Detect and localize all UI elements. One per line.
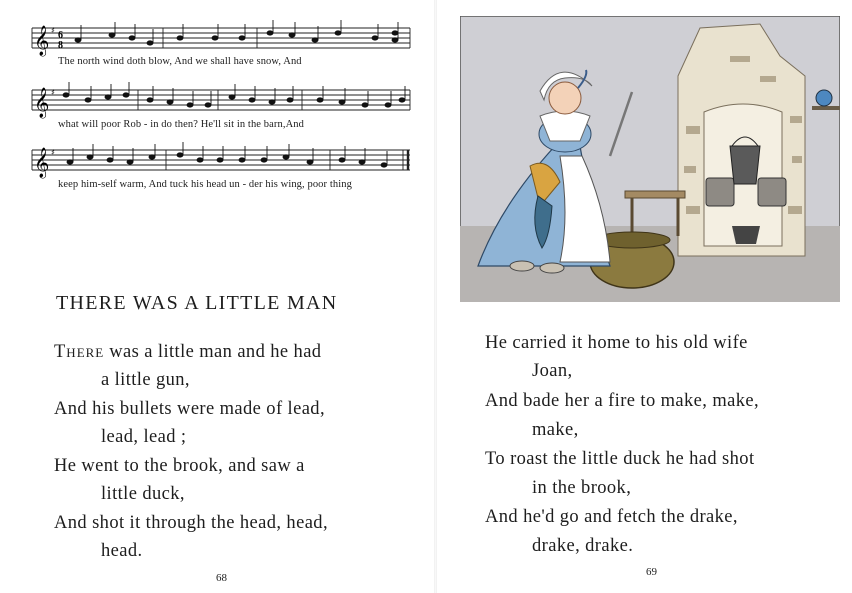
verse-line-3: And his bullets were made of lead,: [54, 399, 325, 419]
drop-word: There: [54, 342, 105, 362]
verse-line-11: And bade her a fire to make, make,: [485, 391, 760, 411]
verse-line-10: Joan,: [532, 361, 573, 381]
verse-line-13: To roast the little duck he had shot: [485, 449, 755, 469]
verse-line-14: in the brook,: [532, 478, 632, 498]
music-staff-1: [20, 20, 420, 80]
treble-clef-icon: 𝄞: [34, 88, 50, 118]
verse-line-9: He carried it home to his old wife: [485, 333, 748, 353]
right-page: [436, 0, 852, 593]
verse-line-6: little duck,: [101, 484, 185, 504]
time-sig-top: 6: [58, 30, 63, 41]
time-sig-bottom: 8: [58, 40, 63, 51]
verse-line-16: drake, drake.: [532, 536, 634, 556]
music-staff-3: [20, 142, 420, 202]
treble-clef-icon: 𝄞: [34, 26, 50, 56]
sharp-icon: ♯: [51, 148, 55, 157]
sharp-icon: ♯: [51, 88, 55, 97]
treble-clef-icon: 𝄞: [34, 148, 50, 178]
music-staff-2: [20, 82, 420, 142]
verse-line-2: a little gun,: [101, 370, 190, 390]
lyric-line-2: what will poor Rob - in do then? He'll sit in the barn,And: [58, 119, 304, 130]
verse-line-7: And shot it through the head, head,: [54, 513, 328, 533]
verse-line-4: lead, lead ;: [101, 427, 187, 447]
poem-title: THERE WAS A LITTLE MAN: [56, 292, 338, 314]
verse-line-1: There was a little man and he had: [54, 342, 322, 362]
verse-line-15: And he'd go and fetch the drake,: [485, 507, 738, 527]
sharp-icon: ♯: [51, 26, 55, 35]
verse-line-8: head.: [101, 541, 143, 561]
page-number: 69: [646, 566, 657, 578]
page-number: 68: [216, 572, 227, 584]
lyric-line-3: keep him-self warm, And tuck his head un - der his wing, poor thing: [58, 179, 352, 190]
verse-line-5: He went to the brook, and saw a: [54, 456, 305, 476]
verse-line-12: make,: [532, 420, 579, 440]
lyric-line-1: The north wind doth blow, And we shall have snow, And: [58, 56, 302, 67]
